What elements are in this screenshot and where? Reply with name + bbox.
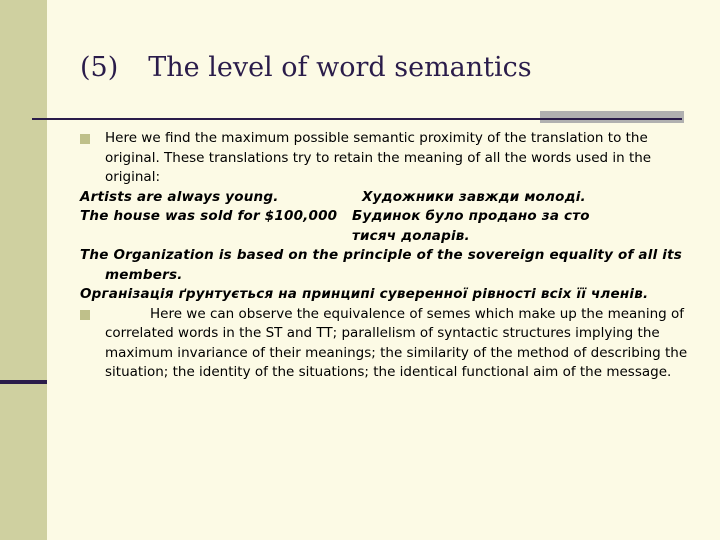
example-2-ukrainian: Будинок було продано за сто bbox=[352, 208, 590, 224]
title-rule bbox=[32, 118, 682, 120]
slide-title bbox=[80, 52, 532, 83]
bullet-item-2 bbox=[80, 305, 690, 383]
square-bullet-icon bbox=[80, 134, 90, 144]
left-decorative-bar bbox=[0, 0, 47, 540]
example-1-english: Artists are always young. bbox=[80, 188, 279, 205]
bullet-2-text: Here we can observe the equivalence of semes which make up the meaning of correlated words in the ST and TT; parallelism of syntactic structures implying the maximum invariance of their meanings; the similarity of the method of describing the situation; the identity of the situations; the identical functional aim of the message. bbox=[105, 305, 688, 380]
title-number: (5) bbox=[80, 52, 119, 83]
bullet-item-1 bbox=[80, 129, 690, 188]
bullet-1-text: Here we find the maximum possible semantic proximity of the translation to the original. These translations try to retain the meaning of all the words used in the original: bbox=[105, 130, 652, 185]
example-2-english: The house was sold for $100,000 bbox=[80, 208, 338, 224]
example-3-ukrainian: Організація ґрунтується на принципі суверенної рівності всіх її членів. bbox=[80, 286, 649, 302]
example-2-ukrainian-continued: тисяч доларів. bbox=[352, 227, 470, 244]
title-text: The level of word semantics bbox=[148, 52, 532, 83]
slide-content bbox=[80, 129, 690, 383]
example-3-english: The Organization is based on the principle of the sovereign equality of all its members. bbox=[80, 247, 683, 283]
example-pair-2 bbox=[80, 207, 690, 227]
example-1-ukrainian: Художники завжди молоді. bbox=[362, 188, 586, 205]
square-bullet-icon bbox=[80, 310, 90, 320]
left-bar-divider bbox=[0, 380, 47, 384]
title-rule-accent bbox=[540, 111, 684, 123]
example-pair-1 bbox=[80, 188, 690, 208]
